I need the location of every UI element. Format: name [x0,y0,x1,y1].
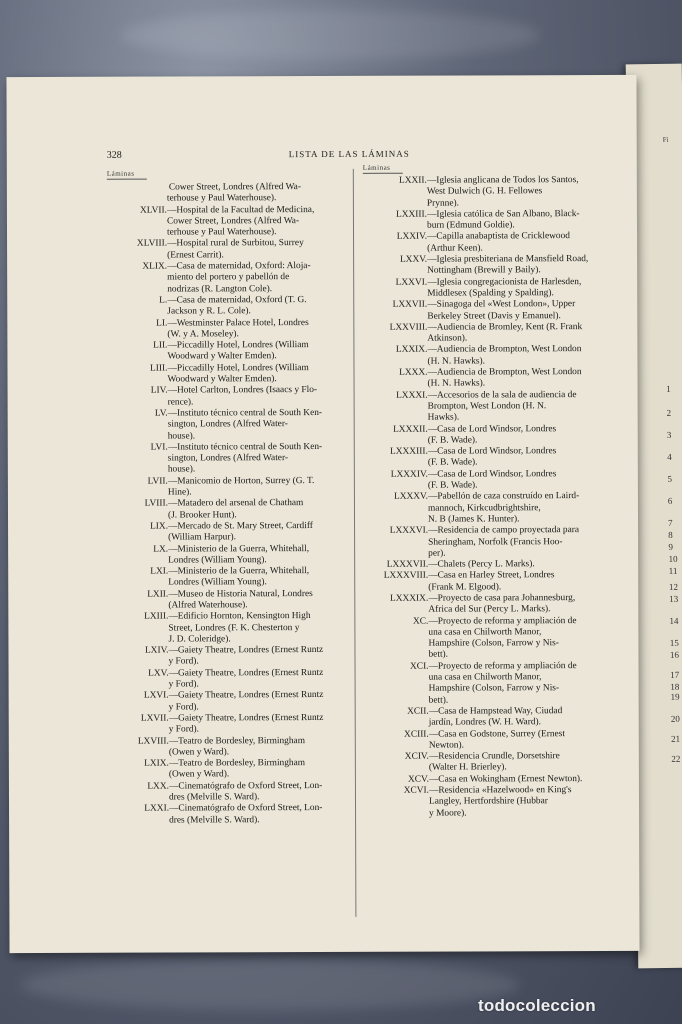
plate-entry [109,182,345,205]
adjacent-page-number: 20 [670,713,680,724]
plate-description-continued: per). [428,548,446,559]
plate-number: LXXXVII. [386,559,429,570]
plate-description: —Residencia «Hazelwood» en King's [428,785,572,796]
plate-number: LX. [153,544,169,555]
plate-number: LXXV. [399,254,428,265]
adjacent-page-number: 3 [666,429,672,440]
plate-entry [365,367,595,390]
plate-number: XCIII. [404,729,429,740]
plate-description-continued: (Frank M. Elgood). [428,582,502,593]
plate-description: —Gaiety Theatre, Londres (Ernest Runtz [168,667,324,679]
plate-description-continued: house). [167,430,196,442]
plate-description: —Casa de maternidad, Oxford (T. G. [167,295,307,306]
adjacent-page-number: 9 [668,541,674,552]
page-number: 328 [106,149,122,161]
plate-description: —Piccadilly Hotel, Londres (William [167,340,309,351]
plate-entry [110,521,346,544]
plate-number: XCII. [407,706,429,717]
plate-number: XCV. [407,774,429,785]
plate-entry [111,735,347,758]
plate-description: —Proyecto de reforma y ampliación de [428,660,577,672]
plate-number: LXXX. [399,367,428,378]
plate-description-continued: bett). [428,695,449,706]
plate-description-continued: (J. Brooker Hunt). [167,509,237,521]
plate-entry [111,713,347,736]
plate-description: —Gaiety Theatre, Londres (Ernest Runtz [168,712,324,724]
plate-description-continued: Hampshire (Colson, Farrow y Nis- [428,683,560,694]
plate-description-continued: mannoch, Kirkcudbrightshire, [427,502,541,514]
plate-entry [365,209,595,232]
adjacent-page-number: 13 [669,593,679,604]
plate-entry [366,570,596,593]
plate-description: —Westminster Palace Hotel, Londres [167,317,309,329]
plate-entry [111,781,347,804]
right-column [365,175,597,820]
book-page [6,75,639,953]
cloth-highlight [20,960,520,1010]
plate-description-continued: burn (Edmund Goldie). [426,220,515,231]
plate-description: —Audiencia de Bromley, Kent (R. Frank [427,321,583,333]
plate-number: LII. [153,340,168,351]
plate-number: LXXII. [398,175,427,186]
plate-description-continued: dres (Melville S. Ward). [169,814,260,826]
plate-description: —Audiencia de Brompton, West London [427,367,582,378]
plate-entry [365,175,595,210]
plate-number: LXVIII. [137,736,169,747]
plate-description-continued: y Ford). [168,724,199,735]
plate-entry [109,238,345,261]
running-title: LISTA DE LAS LÁMINAS [288,148,410,160]
plate-entry [366,491,596,526]
plate-description: —Proyecto de reforma y ampliación de [428,615,577,627]
plate-number: LVIII. [144,498,168,509]
right-column-heading: Láminas [363,164,403,174]
plate-number: LXVII. [140,713,169,724]
adjacent-page-number: 22 [671,753,681,764]
plate-description: —Matadero del arsenal de Chatham [167,498,304,509]
plate-description-continued: y Ford). [168,656,199,668]
plate-description: —Accesorios de la sala de audiencia de [427,389,577,401]
plate-description-continued: (H. N. Hawks). [427,356,486,367]
plate-entry [365,345,595,368]
left-column-heading: Láminas [107,170,147,180]
adjacent-page-number: 21 [671,733,681,744]
plate-description: —Gaiety Theatre, Londres (Ernest Runtz [168,690,324,701]
plate-number: LXXIV. [396,232,428,243]
plate-entry [366,424,596,447]
plate-description: —Cinematógrafo de Oxford Street, Lon- [169,803,323,814]
plate-entry [365,299,595,322]
adjacent-page-number: 17 [670,669,680,680]
plate-description: —Iglesia congregacionista de Harlesden, [427,276,582,288]
plate-description-continued: Londres (William Young). [168,577,267,588]
plate-description: —Pabellón de caza construído en Laird- [427,491,580,502]
plate-description: —Cinematógrafo de Oxford Street, Lon- [168,780,323,792]
plate-entry [365,232,595,255]
plate-description: —Casa de Lord Windsor, Londres [427,468,557,480]
plate-description-continued: (F. B. Wade). [427,435,478,446]
plate-description: —Chalets (Percy L. Marks). [428,559,535,570]
plate-description: —Iglesia anglicana de Todos los Santos, [426,175,579,186]
plate-number: LXX. [147,781,169,792]
plate-description: —Residencia de campo proyectada para [428,525,580,536]
plate-entry [109,205,345,240]
plate-description: —Ministerio de la Guerra, Whitehall, [168,566,310,577]
plate-description-continued: Berkeley Street (Davis y Emanuel). [427,310,561,322]
plate-description-continued: Jackson y R. L. Cole). [167,306,251,317]
plate-description-continued: Langley, Hertfordshire (Hubbar [428,796,548,807]
plate-number: XLVIII. [136,239,168,250]
plate-description: —Hospital rural de Surbitou, Surrey [167,238,304,250]
plate-number: XC. [412,616,429,627]
plate-entry [111,668,347,691]
adjacent-page-number: 5 [667,473,673,484]
plate-description-continued: (William Harpur). [168,532,236,543]
plate-description-continued: (Owen y Ward). [168,769,230,780]
plate-number: LXXXI. [396,390,428,401]
plate-entry [366,390,596,425]
adjacent-page-number: 7 [668,517,673,528]
plate-description-continued: Cower Street, Londres (Alfred Wa- [166,215,300,227]
plate-description-continued: Hine). [167,487,192,498]
plate-entry [366,559,596,571]
plate-description: Cower Street, Londres (Alfred Wa- [168,182,301,193]
plate-description: —Edificio Hornton, Kensington High [168,611,311,622]
plate-number [109,183,167,194]
plate-description: —Iglesia católica de San Albano, Black- [426,208,580,220]
plate-description-continued: (Walter H. Brierley). [428,762,507,774]
plate-description-continued: (Arthur Keen). [427,243,483,254]
plate-description: —Casa de Lord Windsor, Londres [427,446,557,457]
adjacent-page-number: 18 [670,681,680,692]
plate-description: —Hospital de la Facultad de Medicina, [166,204,315,216]
plate-entry [365,277,595,300]
watermark: todocoleccion [478,996,596,1015]
plate-description-continued: sington, Londres (Alfred Water- [167,453,289,464]
plate-number: LXXVII. [392,299,428,311]
plate-description-continued: Middlesex (Spalding y Spalding). [427,288,554,299]
plate-number: LXIX. [144,758,169,769]
plate-number: LXXXVIII. [383,571,429,582]
plate-description-continued: Prynne). [426,198,459,209]
plate-entry [367,661,597,707]
plate-description-continued: jardín, Londres (W. H. Ward). [428,717,541,728]
plate-number: LXXXII. [393,424,428,435]
plate-description-continued: N. B (James K. Hunter). [428,514,520,525]
adjacent-page-number: 16 [669,649,680,660]
plate-description-continued: Woodward y Walter Emden). [167,374,277,385]
plate-description-continued: (F. B. Wade). [427,457,478,469]
adjacent-page-number: 10 [668,553,678,564]
plate-description-continued: una casa en Chilworth Manor, [428,672,542,683]
plate-description-continued: Woodward y Walter Emden). [167,351,277,362]
plate-number: LXXI. [144,803,170,814]
plate-number: XCIV. [404,751,429,762]
plate-number: XCVI. [403,785,429,796]
plate-entry [365,322,595,345]
plate-description: —Casa de maternidad, Oxford: Aloja- [167,261,311,272]
plate-description-continued: Newton). [428,740,464,751]
plate-description-continued: West Dulwich (G. H. Fellowes [426,186,543,197]
plate-entry [110,645,346,668]
plate-description-continued: Nottingham (Brewill y Baily). [427,265,541,277]
adjacent-page-number: 2 [666,407,672,418]
plate-description-continued: terhouse y Paul Waterhouse). [166,227,277,238]
plate-description-continued: y Ford). [168,679,199,690]
adjacent-page-number: 1 [666,383,671,394]
plate-entry [110,442,346,477]
plate-description: —Capilla anabaptista de Cricklewood [427,231,570,243]
plate-description: —Casa en Harley Street, Londres [428,570,555,582]
plate-entry [366,446,596,469]
plate-description: —Casa en Wokingham (Ernest Newton). [428,773,583,785]
plate-entry [110,498,346,521]
plate-entry [110,611,346,646]
plate-entry [111,803,347,826]
plate-entry [366,525,596,560]
plate-description-continued: (F. B. Wade). [427,480,478,491]
plate-number: LXXXVI. [389,525,429,536]
plate-description-continued: Street, Londres (F. K. Chesterton y [168,622,300,634]
plate-description: —Gaiety Theatre, Londres (Ernest Runtz [168,645,324,656]
plate-number: XLVII. [139,205,167,216]
plate-number: LXXIX. [395,345,428,356]
plate-description: —Instituto técnico central de South Ken- [167,441,323,453]
plate-entry [110,408,346,443]
plate-description-continued: (Ernest Carrit). [167,250,224,261]
plate-entry [367,729,597,752]
left-column [109,182,347,827]
plate-number: LV. [154,408,168,419]
plate-entry [366,593,596,616]
plate-description: —Instituto técnico central de South Ken- [167,407,323,419]
plate-number: LXXXV. [393,491,428,503]
plate-description-continued: (W. y A. Moseley). [167,329,239,340]
plate-description-continued: Brompton, West London (H. N. [427,401,547,412]
plate-description-continued: Hampshire (Colson, Farrow y Nis- [428,638,559,649]
plate-description-continued: (Alfred Waterhouse). [168,600,248,611]
adjacent-page-number: 4 [667,451,672,462]
plate-description: —Teatro de Bordesley, Birmingham [168,735,306,747]
plate-number: LXXIII. [395,209,427,220]
plate-description: —Iglesia presbiteriana de Mansfield Road, [427,254,589,265]
plate-description-continued: Sheringham, Norfolk (Francis Hoo- [428,536,563,548]
column-divider [353,169,357,917]
plate-entry [109,295,345,318]
plate-description-continued: (H. N. Hawks). [427,378,486,389]
plate-description: —Ministerio de la Guerra, Whitehall, [168,543,310,555]
plate-description-continued: bett). [428,650,449,661]
plate-entry [111,690,347,713]
adjacent-page-number: 15 [669,637,679,648]
plate-number: LXXXIX. [389,593,429,604]
plate-description-continued: una casa en Chilworth Manor, [428,627,542,638]
adjacent-page-number: 12 [668,581,679,592]
plate-description: —Casa en Godstone, Surrey (Ernest [428,728,565,740]
plate-description-continued: (Owen y Ward). [168,747,230,758]
plate-description-continued: y Ford). [168,702,199,713]
adjacent-page-heading: Fi [662,135,669,144]
plate-description: —Residencia Crundle, Dorsetshire [428,751,560,762]
plate-description: —Casa de Hampstead Way, Ciudad [428,706,563,717]
plate-description: —Sinagoga del «West London», Upper [427,299,576,310]
plate-entry [110,589,346,612]
plate-description: —Manicomio de Horton, Surrey (G. T. [167,475,315,487]
plate-number: LXIV. [144,645,169,656]
plate-number: LIX. [150,521,169,532]
plate-description-continued: Atkinson). [427,333,468,344]
plate-entry [109,363,345,386]
adjacent-page-number: 14 [669,615,679,626]
cloth-highlight [120,10,540,60]
adjacent-page-number: 8 [668,529,673,540]
plate-number: LI. [156,318,168,329]
plate-description-continued: Londres (William Young). [168,554,267,566]
plate-entry [110,543,346,566]
plate-entry [110,476,346,499]
plate-description-continued: sington, Londres (Alfred Water- [167,419,288,430]
plate-entry [110,385,346,408]
adjacent-page-number: 6 [667,495,673,506]
plate-description: —Teatro de Bordesley, Birmingham [168,758,306,769]
plate-description-continued: rence). [167,397,194,408]
plate-description-continued: J. D. Coleridge). [168,634,231,645]
plate-description: —Hotel Carlton, Londres (Isaacs y Flo- [167,385,318,396]
plate-number: LXXXIV. [390,469,428,480]
plate-description-continued: Hawks). [427,412,460,423]
plate-number: LXI. [150,566,169,577]
plate-number: LIII. [150,363,168,374]
plate-entry [367,706,597,729]
plate-number: LXXVI. [395,277,428,288]
plate-number: LXVI. [143,690,169,701]
adjacent-page-number: 11 [668,565,678,576]
plate-entry [365,254,595,277]
plate-number: LXII. [147,589,169,600]
adjacent-page-number: 19 [670,691,680,702]
plate-entry [109,340,345,363]
plate-number: LVI. [150,442,168,453]
plate-description-continued: house). [167,464,196,475]
plate-description: —Audiencia de Brompton, West London [427,344,582,356]
plate-entry [366,469,596,492]
plate-number: LVII. [147,476,168,487]
plate-number: XCI. [410,661,429,672]
plate-number: XLIX. [142,261,168,272]
plate-entry [366,616,596,662]
plate-description: —Proyecto de casa para Johannesburg, [428,593,576,604]
plate-description-continued: nodrizas (R. Langton Cole). [167,283,273,295]
plate-number: LXXVIII. [389,322,428,333]
plate-entry [109,261,345,296]
plate-entry [367,774,597,786]
plate-entry [367,751,597,774]
plate-description-continued: y Moore). [429,808,467,819]
plate-number: LIV. [150,385,168,396]
plate-description: —Mercado de St. Mary Street, Cardiff [168,520,313,532]
plate-number: LXIII. [144,611,169,622]
plate-entry [111,758,347,781]
plate-description-continued: Africa del Sur (Percy L. Marks). [428,604,551,615]
plate-description-continued: dres (Melville S. Ward). [168,792,260,803]
plate-description: —Piccadilly Hotel, Londres (William [167,362,309,374]
plate-number: LXV. [148,668,169,679]
plate-description-continued: miento del portero y pabellón de [167,272,290,283]
plate-description: —Museo de Historia Natural, Londres [168,588,313,600]
plate-description: —Casa de Lord Windsor, Londres [427,423,557,435]
plate-number: L. [159,295,168,306]
plate-number: LXXXIII. [390,446,428,457]
plate-entry [367,785,597,820]
plate-description-continued: terhouse y Paul Waterhouse). [166,193,277,204]
plate-entry [110,566,346,589]
plate-entry [109,317,345,340]
